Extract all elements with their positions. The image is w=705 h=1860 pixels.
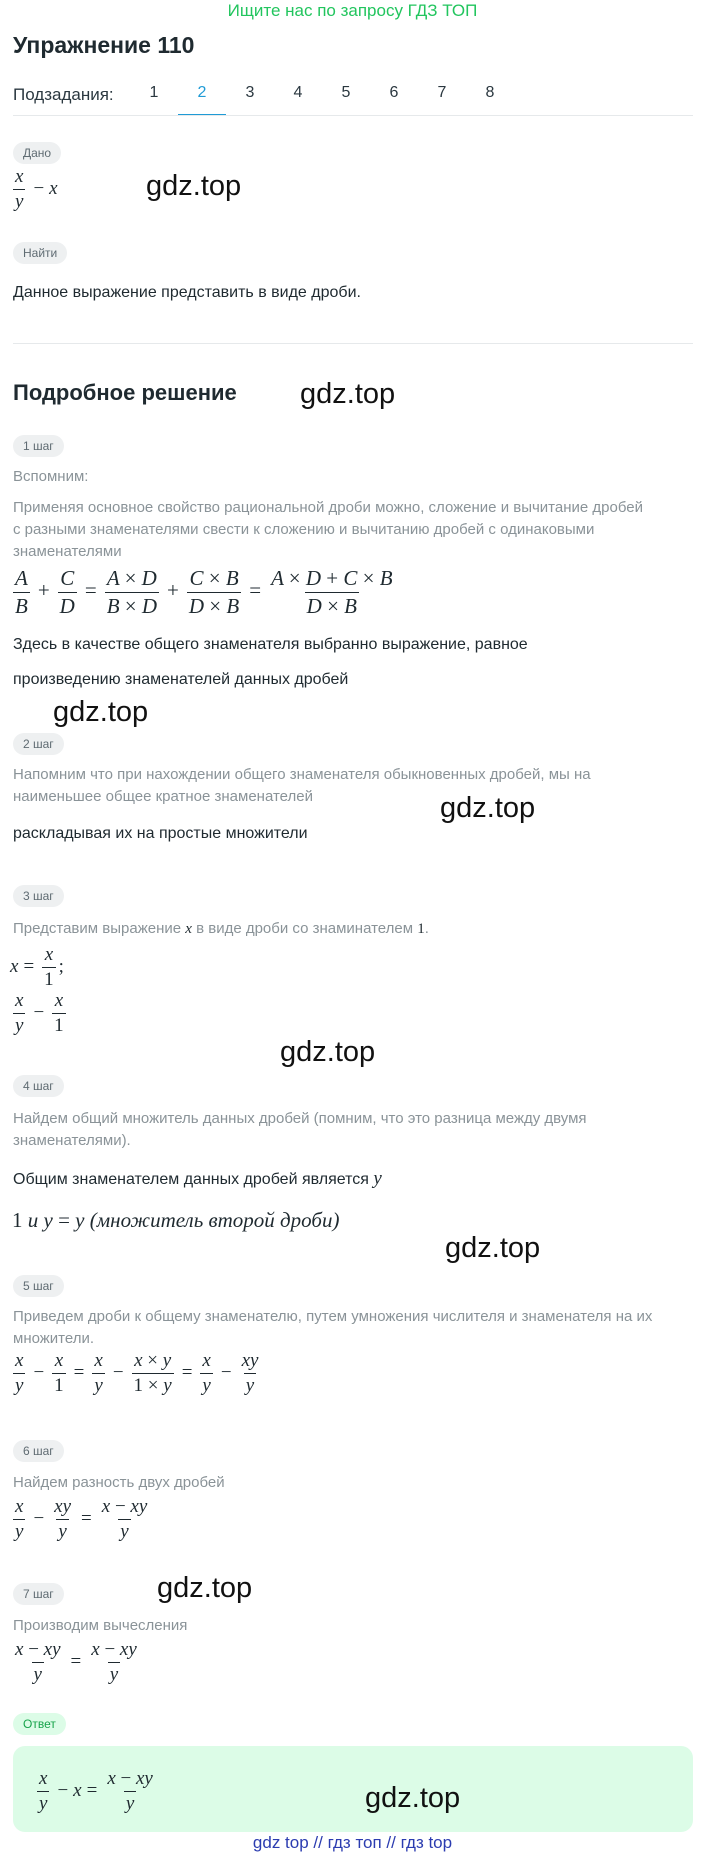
tab-subtask-5[interactable]: 5 (341, 84, 351, 101)
step-1-recall: Вспомним: (13, 468, 89, 485)
step-1-formula: $\frac{A}{B}$ + $\frac{C}{D}$ = $\frac{A \times D}{B \times D}$ + $\frac{C \times B}{D \times B}$ = $\frac{A \times D + C \times B}{D \times B}$ (15, 566, 393, 618)
tab-subtask-6[interactable]: 6 (389, 84, 399, 101)
step-7-chip: 7 шаг (13, 1583, 64, 1605)
step-1-note-2: произведению знаменателей данных дробей (13, 671, 349, 688)
step-7-formula: $\frac{x - xy}{y}$ = $\frac{x - xy}{y}$ (15, 1639, 137, 1685)
step-2-chip: 2 шаг (13, 733, 64, 755)
footer-links[interactable]: gdz top // гдз топ // гдз top (252, 1833, 453, 1852)
step-3-chip: 3 шаг (13, 885, 64, 907)
section-divider (13, 343, 693, 344)
step-6-chip: 6 шаг (13, 1440, 64, 1462)
watermark: gdz.top (365, 1782, 461, 1814)
step-4-chip: 4 шаг (13, 1075, 64, 1097)
tabs-divider (13, 115, 693, 116)
step-4-note: Общим знаменателем данных дробей является y (13, 1168, 382, 1189)
solution-title: Подробное решение (13, 380, 237, 405)
watermark: gdz.top (300, 378, 396, 410)
find-chip: Найти (13, 242, 67, 264)
step-2-note: раскладывая их на простые множители (13, 825, 308, 842)
step-5-formula: $\frac{x}{y}$ − $\frac{x}{1}$ = $\frac{x}{y}$ − $\frac{x \times y}{1 \times y}$ = $\frac{x}{y}$ − $\frac{xy}{y}$ (15, 1350, 259, 1396)
step-2-text: Напомним что при нахождении общего знаменателя обыкновенных дробей, мы на наименьшее общее кратное знаменателей (13, 766, 591, 805)
subtasks-label: Подзадания: (13, 85, 114, 104)
watermark: gdz.top (280, 1036, 376, 1068)
given-chip: Дано (13, 142, 61, 164)
step-3-formula-1: x = $\frac{x}{1}$ ; (10, 944, 64, 990)
tab-subtask-1[interactable]: 1 (149, 84, 159, 101)
tab-subtask-8[interactable]: 8 (485, 84, 495, 101)
watermark: gdz.top (146, 170, 242, 202)
step-1-chip: 1 шаг (13, 435, 64, 457)
step-3-text: Представим выражение x в виде дроби со знаминателем 1. (13, 920, 429, 937)
step-7-text: Производим вычесления (13, 1617, 188, 1634)
step-1-note-1: Здесь в качестве общего знаменателя выбранно выражение, равное (13, 636, 528, 653)
find-text: Данное выражение представить в виде дроби. (13, 284, 361, 301)
answer-chip: Ответ (13, 1713, 66, 1735)
tab-subtask-2[interactable]: 2 (178, 84, 226, 116)
step-4-text: Найдем общий множитель данных дробей (помним, что это разница между двумя знаменателями). (13, 1110, 587, 1149)
subtask-tabs (130, 84, 514, 116)
step-1-text: Применяя основное свойство рациональной дроби можно, сложение и вычитание дробей с разными знаменателями свести к сложению и вычитанию дробей с одинаковыми знаменателями (13, 499, 643, 560)
answer-formula: $\frac{x}{y}$ − x = $\frac{x - xy}{y}$ (39, 1768, 153, 1814)
tab-subtask-4[interactable]: 4 (293, 84, 303, 101)
watermark: gdz.top (445, 1232, 541, 1264)
watermark: gdz.top (157, 1572, 253, 1604)
given-formula: $\frac{x}{y}$ − x (15, 166, 58, 212)
top-banner[interactable]: Ищите нас по запросу ГДЗ ТОП (227, 1, 478, 20)
tab-subtask-3[interactable]: 3 (245, 84, 255, 101)
step-4-formula: 1 и y = y (множитель второй дроби) (12, 1208, 340, 1232)
watermark: gdz.top (440, 792, 536, 824)
step-5-chip: 5 шаг (13, 1275, 64, 1297)
step-5-text: Приведем дроби к общему знаменателю, путем умножения числителя и знаменателя на их множители. (13, 1308, 653, 1347)
tab-subtask-7[interactable]: 7 (437, 84, 447, 101)
page-title: Упражнение 110 (13, 32, 195, 58)
watermark: gdz.top (53, 696, 149, 728)
step-6-formula: $\frac{x}{y}$ − $\frac{xy}{y}$ = $\frac{x - xy}{y}$ (15, 1496, 148, 1542)
step-3-formula-2: $\frac{x}{y}$ − $\frac{x}{1}$ (15, 990, 64, 1036)
step-6-text: Найдем разность двух дробей (13, 1474, 225, 1491)
